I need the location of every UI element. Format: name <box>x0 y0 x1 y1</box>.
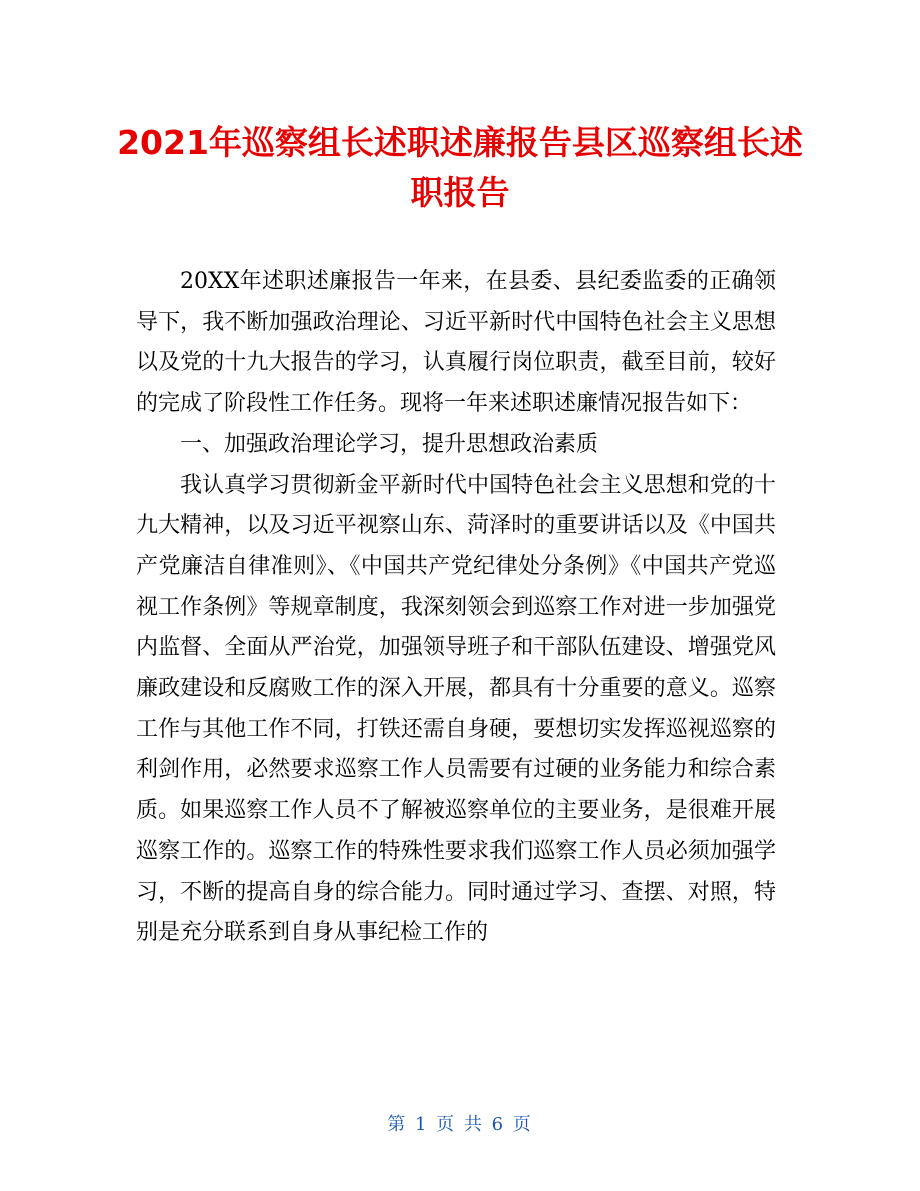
document-body <box>136 262 776 954</box>
paragraph-intro: 20XX年述职述廉报告一年来，在县委、县纪委监委的正确领导下，我不断加强政治理论、习近平新时代中国特色社会主义思想以及党的十九大报告的学习，认真履行岗位职责，截至目前，较好的完成了阶段性工作任务。现将一年来述职述廉情况报告如下： <box>136 269 776 417</box>
page-number-footer: 第 1 页 共 6 页 <box>387 1114 533 1135</box>
paragraph-section-1: 我认真学习贯彻新金平新时代中国特色社会主义思想和党的十九大精神，以及习近平视察山东、菏泽时的重要讲话以及《中国共产党廉洁自律准则》、《中国共产党纪律处分条例》《中国共产党巡视工作条例》等规章制度，我深刻领会到巡察工作对进一步加强党内监督、全面从严治党，加强领导班子和干部队伍建设、增强党风廉政建设和反腐败工作的深入开展，都具有十分重要的意义。巡察工作与其他工作不同，打铁还需自身硬，要想切实发挥巡视巡察的利剑作用，必然要求巡察工作人员需要有过硬的业务能力和综合素质。如果巡察工作人员不了解被巡察单位的主要业务，是很难开展巡察工作的。巡察工作的特殊性要求我们巡察工作人员必须加强学习，不断的提高自身的综合能力。同时通过学习、查摆、对照，特别是充分联系到自身从事纪检工作的 <box>136 472 776 946</box>
document-title: 2021年巡察组长述职述廉报告县区巡察组长述职报告 <box>117 123 803 212</box>
section-heading-1: 一、加强政治理论学习，提升思想政治素质 <box>180 431 599 457</box>
